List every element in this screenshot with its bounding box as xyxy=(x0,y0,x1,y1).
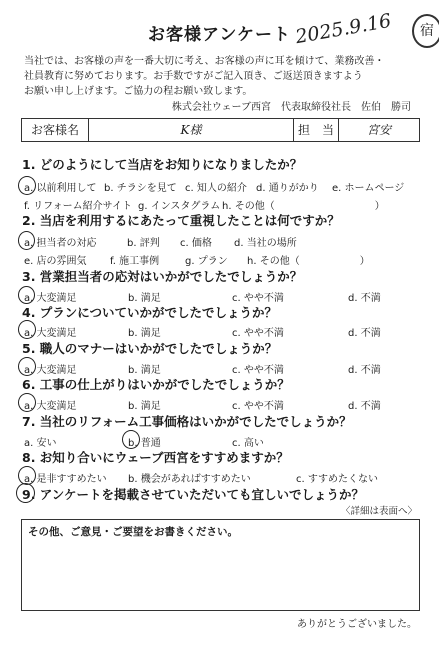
company-signature: 株式会社ウェーブ西宮 代表取締役社長 佐伯 勝司 xyxy=(171,102,411,113)
intro-line-3: お願い申し上げます。ご協力の程お願い致します。 xyxy=(24,86,253,97)
intro-line-2: 社員教育に努めております。お手数ですがご記入頂き、ご返送頂きますよう xyxy=(24,71,363,82)
q6-option-b[interactable]: b. 満足 xyxy=(128,401,161,412)
q8-option-c[interactable]: c. すすめたくない xyxy=(296,474,378,485)
q3-option-b[interactable]: b. 満足 xyxy=(128,293,161,304)
q1-option-g[interactable]: g. インスタグラム xyxy=(138,201,221,212)
question-5-title: 5. 職人のマナーはいかがでしたでしょうか？ xyxy=(22,341,278,356)
q4-option-c[interactable]: c. やや不満 xyxy=(232,328,284,339)
answer-circle-q9 xyxy=(16,483,35,503)
staff-value[interactable]: 宮安 xyxy=(366,123,391,137)
answer-circle-q1 xyxy=(18,176,36,195)
customer-name-value[interactable]: K様 xyxy=(89,119,294,141)
answer-circle-q2 xyxy=(18,231,35,250)
remarks-label: その他、ご意見・ご要望をお書きください。 xyxy=(28,526,238,538)
q8-option-a[interactable]: a. 是非すすめたい xyxy=(24,474,107,485)
question-8-title: 8. お知り合いにウェーブ西宮をすすめますか？ xyxy=(22,450,289,465)
seal-stamp: 宿 xyxy=(412,14,439,48)
intro-line-1: 当社では、お客様の声を一番大切に考え、お客様の声に耳を傾けて、業務改善・ xyxy=(24,56,385,67)
question-2-title: 2. 当店を利用するにあたって重視したことは何ですか？ xyxy=(22,213,340,228)
question-6-title: 6. 工事の仕上がりはいかがでしたでしょうか？ xyxy=(22,377,290,392)
answer-circle-q6 xyxy=(18,393,36,412)
answer-circle-q3 xyxy=(18,286,35,304)
question-9-title: 9. アンケートを掲載させていただいても宜しいでしょうか？ xyxy=(22,487,365,502)
q1-option-d[interactable]: d. 通りがかり xyxy=(256,183,319,194)
q1-option-e[interactable]: e. ホームページ xyxy=(332,183,405,194)
question-7-title: 7. 当社のリフォーム工事価格はいかがでしたでしょうか？ xyxy=(22,414,352,429)
q5-option-d[interactable]: d. 不満 xyxy=(348,365,381,376)
customer-info-box xyxy=(21,118,420,142)
q5-option-b[interactable]: b. 満足 xyxy=(128,365,161,376)
page-title: お客様アンケート xyxy=(148,25,291,45)
answer-circle-q7 xyxy=(122,430,140,449)
question-1-title: 1. どのようにして当店をお知りになりましたか？ xyxy=(22,157,303,172)
q5-option-a[interactable]: a. 大変満足 xyxy=(24,365,77,376)
q3-option-a[interactable]: a. 大変満足 xyxy=(24,293,77,304)
q8-option-b[interactable]: b. 機会があればすすめたい xyxy=(128,474,251,485)
q2-option-e[interactable]: e. 店の雰囲気 xyxy=(24,256,87,267)
thanks-text: ありがとうございました。 xyxy=(297,619,417,630)
customer-name-label: お客様名 xyxy=(22,119,89,141)
staff-label: 担 当 xyxy=(294,119,339,141)
q2-option-c[interactable]: c. 価格 xyxy=(180,238,212,249)
q6-option-a[interactable]: a. 大変満足 xyxy=(24,401,77,412)
q1-option-b[interactable]: b. チラシを見て xyxy=(104,183,177,194)
q2-option-d[interactable]: d. 当社の場所 xyxy=(234,238,297,249)
q3-option-d[interactable]: d. 不満 xyxy=(348,293,381,304)
answer-circle-q5 xyxy=(18,357,36,376)
q1-option-h[interactable]: h. その他（ ） xyxy=(222,201,385,212)
q2-option-a[interactable]: a. 担当者の対応 xyxy=(24,238,97,249)
q6-option-d[interactable]: d. 不満 xyxy=(348,401,381,412)
q1-option-c[interactable]: c. 知人の紹介 xyxy=(185,183,247,194)
q7-option-a[interactable]: a. 安い xyxy=(24,438,57,449)
q3-option-c[interactable]: c. やや不満 xyxy=(232,293,284,304)
question-3-title: 3. 営業担当者の応対はいかがでしたでしょうか？ xyxy=(22,269,303,284)
q7-option-b[interactable]: b. 普通 xyxy=(128,438,161,449)
q2-option-h[interactable]: h. その他（ ） xyxy=(247,256,370,267)
q6-option-c[interactable]: c. やや不満 xyxy=(232,401,284,412)
answer-circle-q4 xyxy=(18,320,36,339)
q5-option-c[interactable]: c. やや不満 xyxy=(232,365,284,376)
q1-option-f[interactable]: f. リフォーム紹介サイト xyxy=(24,201,132,212)
q4-option-b[interactable]: b. 満足 xyxy=(128,328,161,339)
remarks-box[interactable] xyxy=(21,519,420,611)
question-4-title: 4. プランについていかがでしたでしょうか？ xyxy=(22,305,278,320)
q4-option-a[interactable]: a. 大変満足 xyxy=(24,328,77,339)
q2-option-b[interactable]: b. 評判 xyxy=(127,238,160,249)
q4-option-d[interactable]: d. 不満 xyxy=(348,328,381,339)
q1-option-a[interactable]: a. 以前利用して xyxy=(24,183,97,194)
handwritten-date: 2025.9.16 xyxy=(293,9,393,49)
q2-option-f[interactable]: f. 施工事例 xyxy=(110,256,160,267)
q7-option-c[interactable]: c. 高い xyxy=(232,438,264,449)
details-note: 〈詳細は表面へ〉 xyxy=(340,506,417,517)
q2-option-g[interactable]: g. プラン xyxy=(185,256,228,267)
